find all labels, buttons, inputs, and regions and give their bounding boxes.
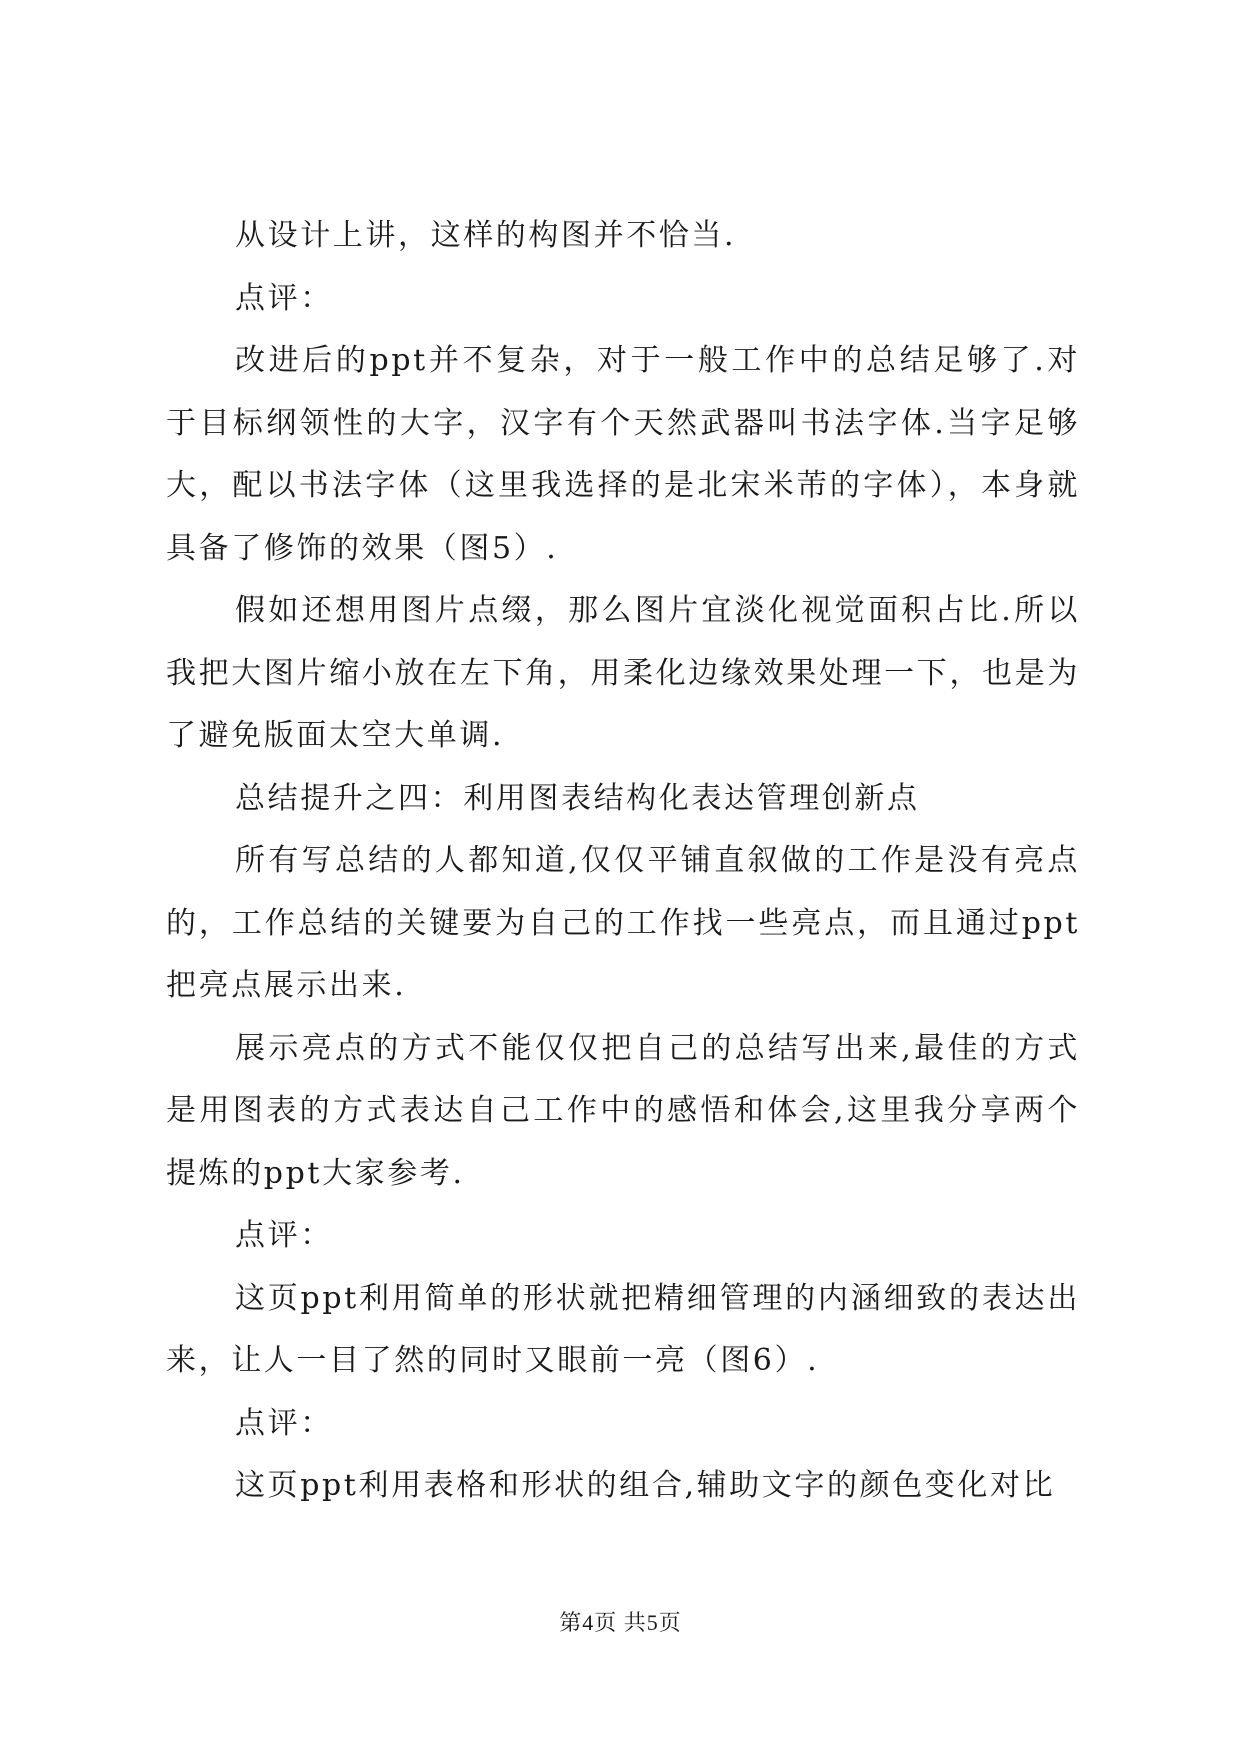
- document-body: [166, 205, 1080, 1518]
- paragraph: 改进后的ppt并不复杂，对于一般工作中的总结足够了.对于目标纲领性的大字，汉字有个天然武器叫书法字体.当字足够大，配以书法字体（这里我选择的是北宋米芾的字体），本身就具备了修饰的效果（图5）.: [166, 343, 1080, 566]
- paragraph: 从设计上讲，这样的构图并不恰当.: [235, 218, 737, 253]
- paragraph: 假如还想用图片点缀，那么图片宜淡化视觉面积占比.所以我把大图片缩小放在左下角，用柔化边缘效果处理一下，也是为了避免版面太空大单调.: [166, 593, 1080, 753]
- paragraph: 所有写总结的人都知道,仅仅平铺直叙做的工作是没有亮点的，工作总结的关键要为自己的工作找一些亮点，而且通过ppt把亮点展示出来.: [166, 843, 1080, 1003]
- paragraph: 点评：: [235, 280, 333, 316]
- page-number: 第4页 共5页: [559, 1610, 682, 1635]
- page-footer: [0, 1608, 1241, 1638]
- paragraph: 这页ppt利用简单的形状就把精细管理的内涵细致的表达出来，让人一目了然的同时又眼前一亮（图6）.: [166, 1280, 1080, 1378]
- paragraph: 展示亮点的方式不能仅仅把自己的总结写出来,最佳的方式是用图表的方式表达自己工作中的感悟和体会,这里我分享两个提炼的ppt大家参考.: [166, 1030, 1080, 1191]
- paragraph: 点评：: [235, 1218, 333, 1253]
- section-heading: 总结提升之四：利用图表结构化表达管理创新点: [235, 780, 920, 816]
- paragraph: 点评：: [235, 1405, 333, 1441]
- paragraph: 这页ppt利用表格和形状的组合,辅助文字的颜色变化对比: [235, 1468, 1056, 1503]
